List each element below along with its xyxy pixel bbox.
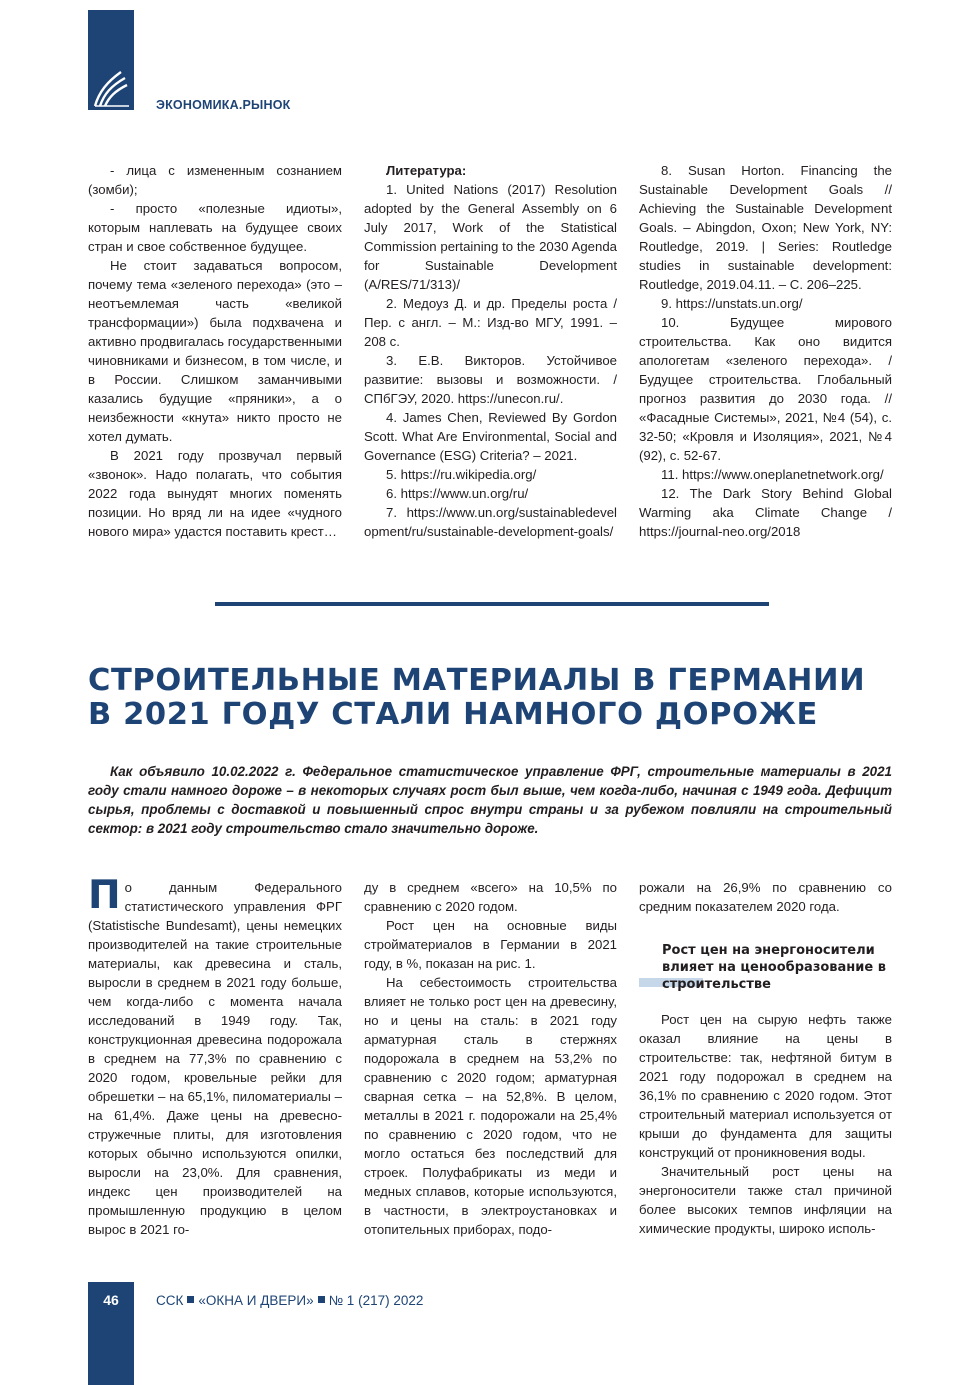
reference-item: 10. Будущее мирового строительства. Как оно видится апологетам «зеленого перехода». / Будущее строительства. Глобальный прогноз развития до 2030 года. // «Фасадные Системы», 2021, №4 (54), с. 32-50; «Кровля и Изоляция», 2021, №4 (92), с. 52-67. <box>639 315 892 463</box>
top-column-3 <box>639 161 892 541</box>
paragraph: Рост цен на сырую нефть также оказал влияние на цены в строительстве: так, нефтяной битум в 2021 году подорожал в среднем на 36,1% по сравнению с 2020 годом. Этот строительный материал используется от крыши до фундамента для защиты конструкций от проникновения воды. <box>639 1012 892 1160</box>
reference-item: 11. https://www.oneplanetnetwork.org/ <box>661 467 884 482</box>
header-logo-bar <box>88 10 134 110</box>
section-divider <box>215 602 769 606</box>
paragraph: Рост цен на основные виды стройматериалов в Германии в 2021 году, в %, показан на рис. 1. <box>364 918 617 971</box>
article-column-3-bottom <box>639 1010 892 1238</box>
reference-item: 4. James Chen, Reviewed By Gordon Scott. What Are Environmental, Social and Governance (ESG) Criteria? – 2021. <box>364 410 617 463</box>
top-column-1 <box>88 161 342 541</box>
paragraph-text: о данным Федерального статистического управления ФРГ (Statistische Bundesamt), цены немецких производителей на такие строительные материалы, как древесина и сталь, выросли в среднем в 2021 году больше, чем когда-либо с момента начала исследований в 1949 году. Так, конструкционная древесина подорожала в среднем на 77,3% по сравнению с 2020 годом, кровельные рейки для обрешетки – на 65,1%, пиломатериалы – на 61,4%. Даже цены на древесно-стружечные плиты, для изготовления которых обычно используются опилки, выросли на 23,0%. Для сравнения, индекс цен производителей на промышленную продукцию в целом вырос в 2021 го- <box>88 880 342 1237</box>
references-heading: Литература: <box>386 163 467 178</box>
reference-item: 8. Susan Horton. Financing the Sustainable Development Goals // Achieving the Sustainable Development Goals. – Abingdon, Oxon; New York, NY: Routledge, 2019. | Series: Routledge studies in sustainable development: Routledge, 2019.04.11. – С. 206–225. <box>639 163 892 292</box>
lead-text: Как объявило 10.02.2022 г. Федеральное статистическое управление ФРГ, строительные материалы в 2021 году стали намного дороже – в некоторых случаях рост был выше, чем когда-либо, начиная с 1949 года. Дефицит сырья, проблемы с доставкой и повышенный спрос внутри страны и за рубежом повлияли на строительный сектор: в 2021 году строительство стало значительно дороже. <box>88 764 892 836</box>
page-number: 46 <box>103 1292 119 1308</box>
article-lead <box>88 762 892 838</box>
paragraph: ду в среднем «всего» на 10,5% по сравнению с 2020 годом. <box>364 880 617 914</box>
paragraph: - просто «полезные идиоты», которым наплевать на будущее своих стран и свое собственное будущее. <box>88 201 342 254</box>
reference-item: 9. https://unstats.un.org/ <box>661 296 803 311</box>
paragraph: В 2021 году прозвучал первый «звонок». Надо полагать, что события 2022 года вынудят многих поменять позиции. Но вряд ли на идее «чудного нового мира» удастся поставить крест… <box>88 448 342 539</box>
journal-name: «ОКНА И ДВЕРИ» <box>198 1293 314 1308</box>
paragraph: рожали на 26,9% по сравнению со средним показателем 2020 года. <box>639 880 892 914</box>
reference-item: 3. Е.В. Викторов. Устойчивое развитие: вызовы и возможности. / СПбГЭУ, 2020. https://unecon.ru/. <box>364 353 617 406</box>
drop-cap: П <box>88 873 121 918</box>
article-column-3-top <box>639 878 892 916</box>
journal-info <box>156 1293 423 1308</box>
reference-item: 7. https://www.un.org/sustainabledevelopment/ru/sustainable-development-goals/ <box>364 505 617 539</box>
section-label: ЭКОНОМИКА.РЫНОК <box>156 98 291 112</box>
reference-item: 2. Медоуз Д. и др. Пределы роста / Пер. с англ. – М.: Изд-во МГУ, 1991. – 208 с. <box>364 296 617 349</box>
reference-item: 6. https://www.un.org/ru/ <box>386 486 529 501</box>
journal-abbrev: ССК <box>156 1293 184 1308</box>
article-column-1 <box>88 873 342 1239</box>
paragraph: На себестоимость строительства влияет не только рост цен на древесину, но и цены на сталь: в 2021 году арматурная сталь в стержнях подорожала в среднем на 53,2% по сравнению с 2020 годом; арматурная сварная сетка – на 52,8%. В целом, металлы в 2021 г. подорожали на 25,4% по сравнению с 2020 годом, что не могло остаться без последствий для строек. Полуфабрикаты из меди и медных сплавов, которые используются, в частности, в электроустановках и отопительных приборах, подо- <box>364 975 617 1237</box>
subheading: Рост цен на энергоносители влияет на ценообразование в строительстве <box>662 943 886 992</box>
stylized-wings-logo-icon <box>91 66 131 110</box>
article-column-2 <box>364 878 617 1239</box>
article-title: СТРОИТЕЛЬНЫЕ МАТЕРИАЛЫ В ГЕРМАНИИ В 2021 ГОДУ СТАЛИ НАМНОГО ДОРОЖЕ <box>88 663 866 732</box>
paragraph <box>88 873 342 1239</box>
paragraph: - лица с измененным сознанием (зомби); <box>88 163 342 197</box>
separator-square <box>187 1296 194 1303</box>
top-column-2 <box>364 161 617 541</box>
paragraph: Значительный рост цены на энергоносители также стал причиной более высоких темпов инфляции на химические продукты, широко исполь- <box>639 1164 892 1236</box>
reference-item: 1. United Nations (2017) Resolution adopted by the General Assembly on 6 July 2017, Work of the Statistical Commission pertaining to the 2030 Agenda for Sustainable Development (A/RES/71/313)/ <box>364 182 617 292</box>
paragraph: Не стоит задаваться вопросом, почему тема «зеленого перехода» (это – неотъемлемая часть «великой трансформации») была подхвачена и активно продвигалась государственными чиновниками и бизнесом, в том числе, и в России. Слишком заманчивыми казались будущие «пряники», а о неизбежности «кнута» никто просто не хотел думать. <box>88 258 342 444</box>
reference-item: 12. The Dark Story Behind Global Warming aka Climate Change / https://journal-neo.org/2018 <box>639 486 892 539</box>
reference-item: 5. https://ru.wikipedia.org/ <box>386 467 537 482</box>
journal-issue: № 1 (217) 2022 <box>328 1293 424 1308</box>
separator-square <box>318 1296 325 1303</box>
